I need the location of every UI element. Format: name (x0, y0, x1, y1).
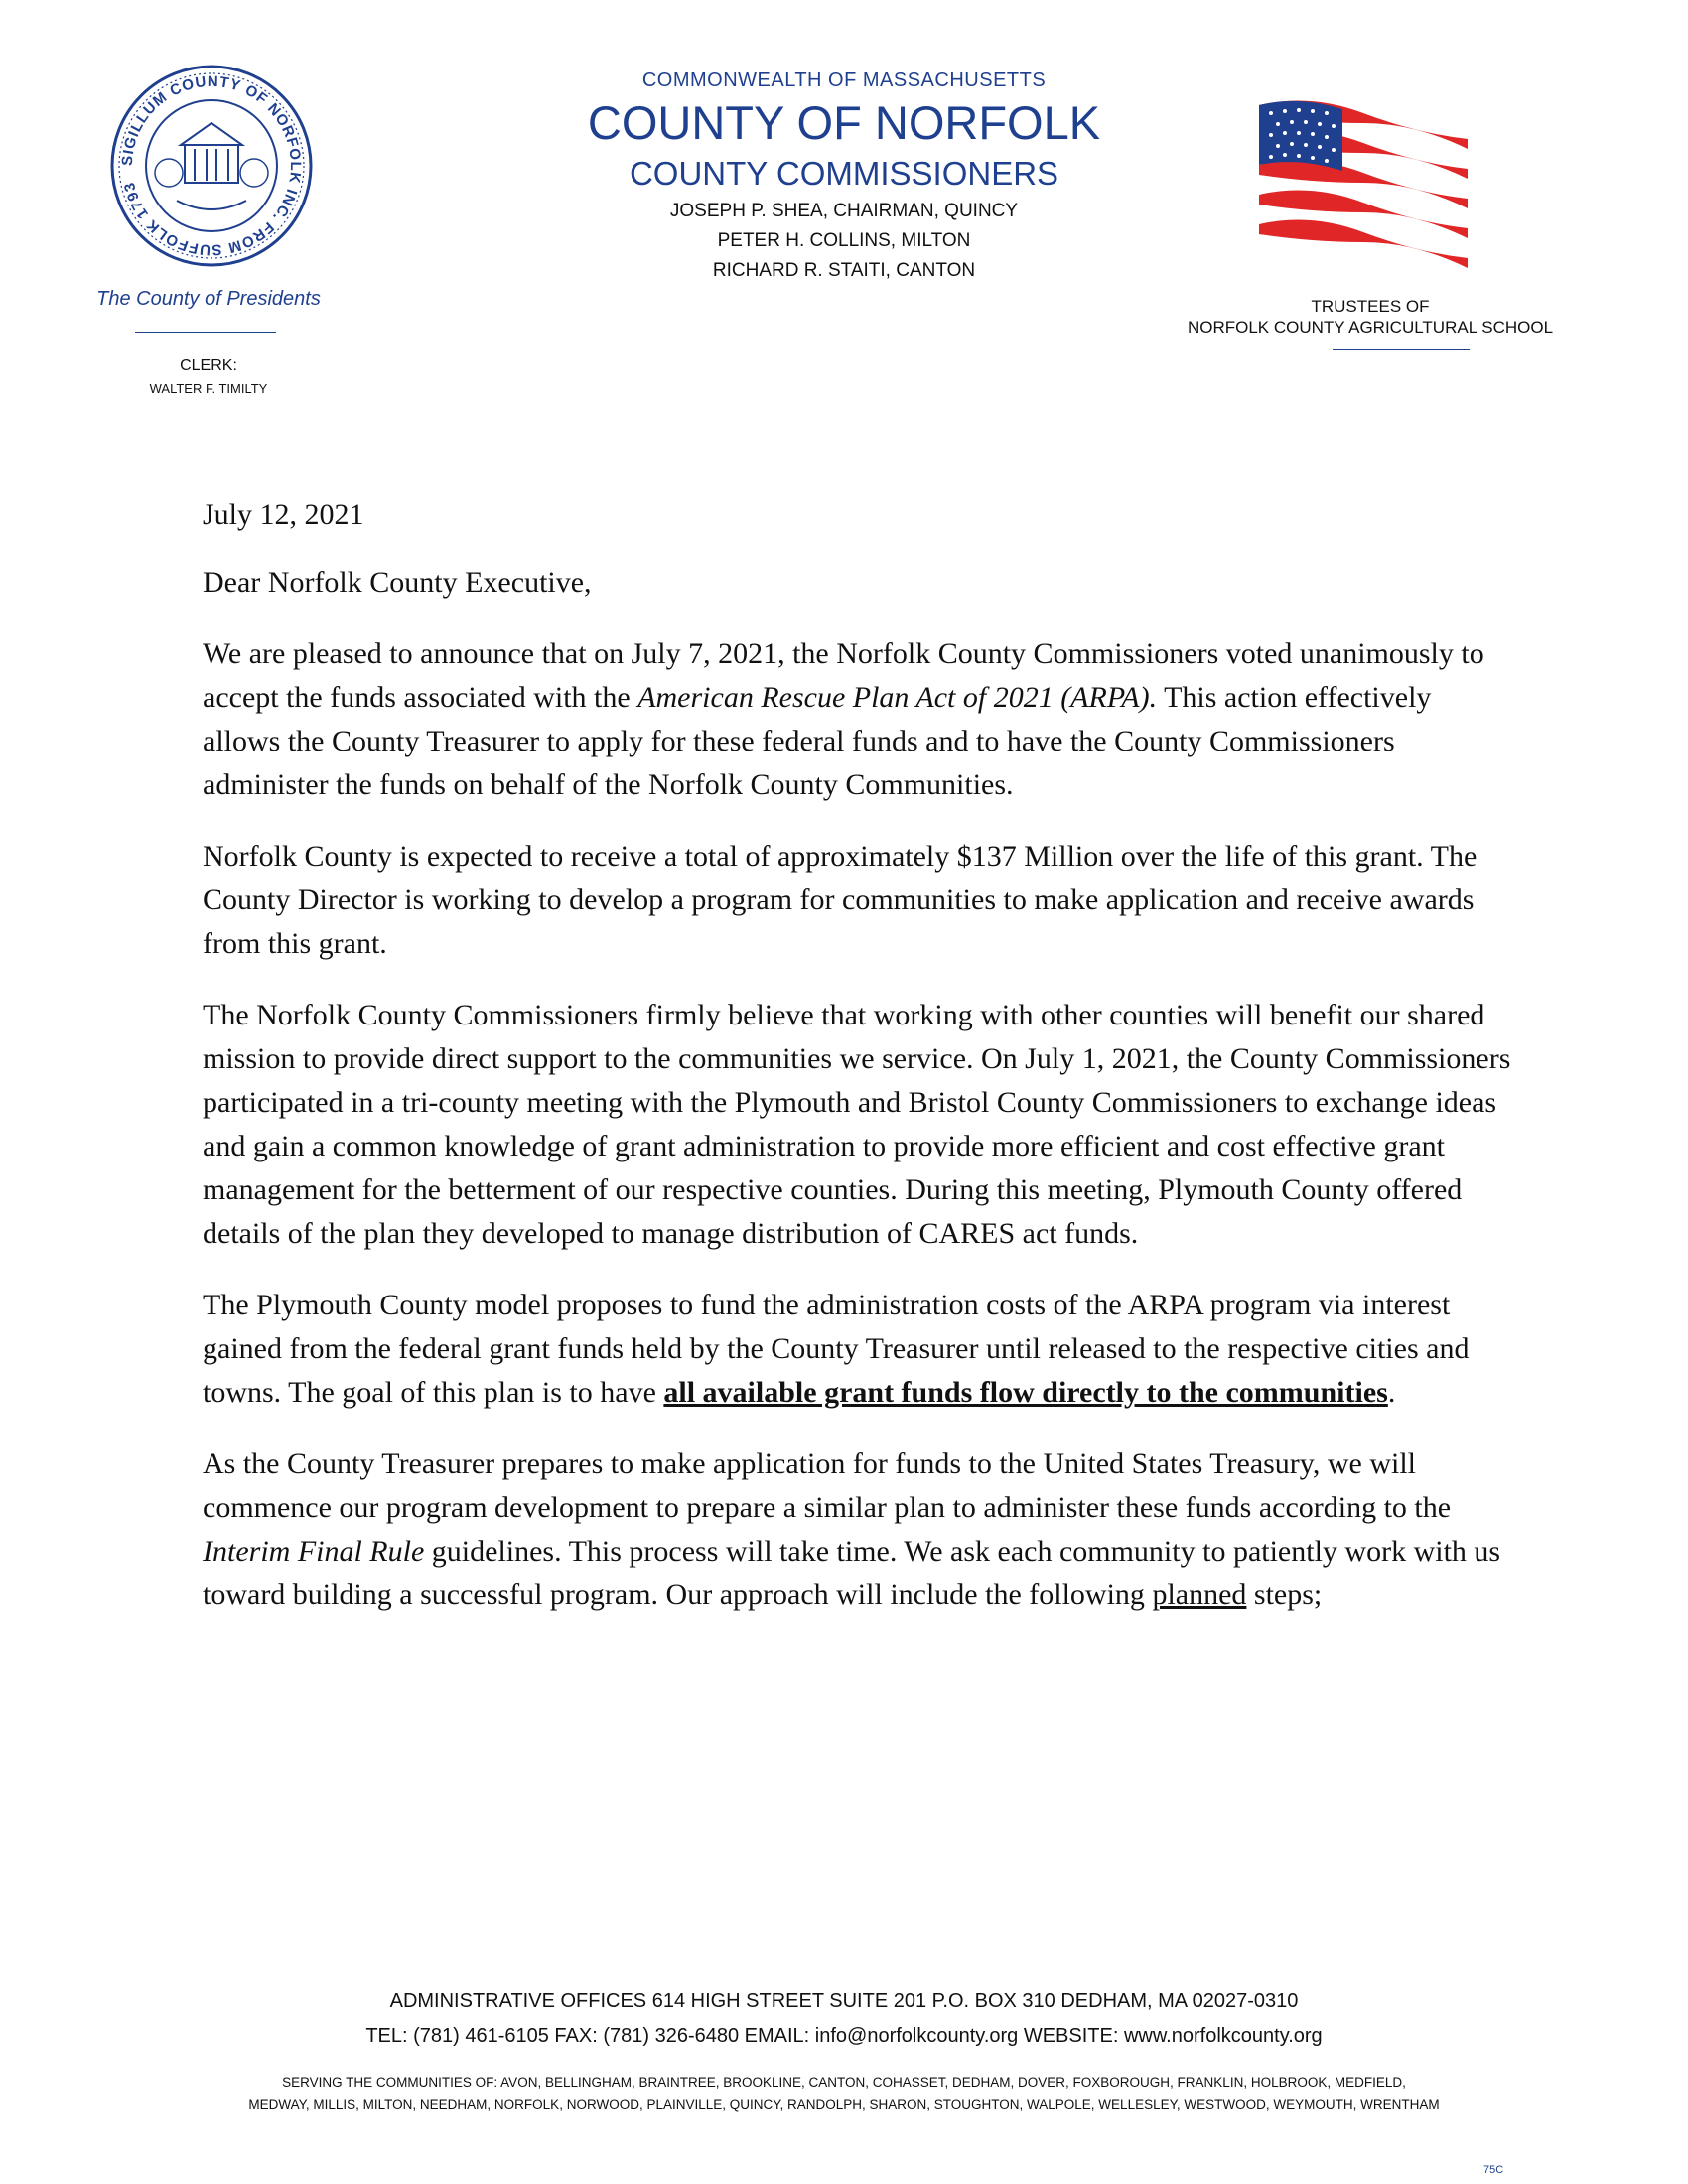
letter-date: July 12, 2021 (203, 498, 364, 531)
paragraph-text: guidelines. This process will take time. We ask each community to patiently work with us toward building a successful program. Our approach will include the following (203, 1535, 1501, 1611)
footer-contact: TEL: (781) 461-6105 FAX: (781) 326-6480 EMAIL: info@norfolkcounty.org WEBSITE: www.norfolkcounty.org (365, 2025, 1323, 2047)
paragraph-text: We are pleased to announce that on July 7, 2021, the Norfolk County Commissioners voted unanimously to accept the funds associated with the (203, 637, 1484, 714)
footer-communities (0, 2072, 1688, 2116)
letter-body (203, 493, 1513, 1645)
left-divider (135, 332, 276, 333)
county-motto: The County of Presidents (96, 288, 321, 310)
clerk-block (99, 357, 318, 396)
emphasized-text: all available grant funds flow directly to the communities (663, 1376, 1388, 1409)
trustees-line: NORFOLK COUNTY AGRICULTURAL SCHOOL (1187, 318, 1554, 338)
commissioner-member: RICHARD R. STAITI, CANTON (712, 260, 976, 282)
paragraph-text: . (1387, 1376, 1396, 1409)
paragraph: The Norfolk County Commissioners firmly believe that working with other counties will benefit our shared mission to provide direct support to the communities we service. On July 1, 2021, the County Commissioners participated in a tri-county meeting with the Plymouth and Bristol County Commissioners to exchange ideas and gain a common knowledge of grant administration to provide more efficient and cost effective grant management for the betterment of our respective counties. During this meeting, Plymouth County offered details of the plan they developed to manage distribution of CARES act funds. (203, 999, 1511, 1250)
paragraph (203, 1284, 1513, 1415)
footer-address: ADMINISTRATIVE OFFICES 614 HIGH STREET SUITE 201 P.O. BOX 310 DEDHAM, MA 02027-0310 (389, 1990, 1299, 2012)
letterhead-masthead (477, 69, 1211, 282)
trustees-heading (1162, 296, 1579, 339)
state-name: COMMONWEALTH OF MASSACHUSETTS (641, 69, 1047, 91)
trustees-line: TRUSTEES OF (1311, 297, 1430, 316)
svg-text:SIGILLUM COUNTY OF NORFOLK INC: SIGILLUM COUNTY OF NORFOLK INC. FROM SUFFOLK 1793 (118, 72, 305, 259)
communities-line: MEDWAY, MILLIS, MILTON, NEEDHAM, NORFOLK, NORWOOD, PLAINVILLE, QUINCY, RANDOLPH, SHARON, STOUGHTON, WALPOLE, WELLESLEY, WESTWOOD, WEYMOUTH, WRENTHAM (248, 2097, 1440, 2112)
board-name: COUNTY COMMISSIONERS (629, 155, 1059, 193)
act-title: American Rescue Plan Act of 2021 (ARPA). (637, 681, 1158, 714)
commissioner-member: PETER H. COLLINS, MILTON (717, 230, 971, 252)
paragraph: Norfolk County is expected to receive a total of approximately $137 Million over the life of this grant. The County Director is working to develop a program for communities to make application and receive awards from this grant. (203, 840, 1477, 960)
paragraph (203, 1442, 1513, 1617)
county-seal-logo (107, 62, 316, 270)
communities-line: SERVING THE COMMUNITIES OF: AVON, BELLINGHAM, BRAINTREE, BROOKLINE, CANTON, COHASSET, DEDHAM, DOVER, FOXBOROUGH, FRANKLIN, HOLBROOK, MEDFIELD, (282, 2075, 1406, 2090)
clerk-name: WALTER F. TIMILTY (149, 381, 268, 396)
commissioner-member: JOSEPH P. SHEA, CHAIRMAN, QUINCY (669, 201, 1019, 222)
us-flag-icon (1259, 99, 1468, 268)
paragraph-text: As the County Treasurer prepares to make application for funds to the United States Treasury, we will commence our program development to prepare a similar plan to administer these funds according to the (203, 1447, 1452, 1524)
paragraph-text: This action effectively allows the County Treasurer to apply for these federal funds and to have the County Commissioners administer the funds on behalf of the Norfolk County Communities. (203, 681, 1432, 801)
paragraph (203, 632, 1513, 807)
paragraph-text: The Plymouth County model proposes to fund the administration costs of the ARPA program via interest gained from the federal grant funds held by the County Treasurer until released to the respective cities and towns. The goal of this plan is to have (203, 1289, 1470, 1409)
letter-greeting: Dear Norfolk County Executive, (203, 566, 592, 599)
rule-title: Interim Final Rule (203, 1535, 425, 1568)
clerk-title: CLERK: (180, 357, 237, 374)
county-name: COUNTY OF NORFOLK (587, 96, 1101, 149)
underlined-text: planned (1152, 1578, 1247, 1611)
right-divider (1333, 349, 1470, 350)
paragraph-text: steps; (1246, 1578, 1323, 1611)
union-bug-logo: 75C (1483, 2164, 1504, 2176)
